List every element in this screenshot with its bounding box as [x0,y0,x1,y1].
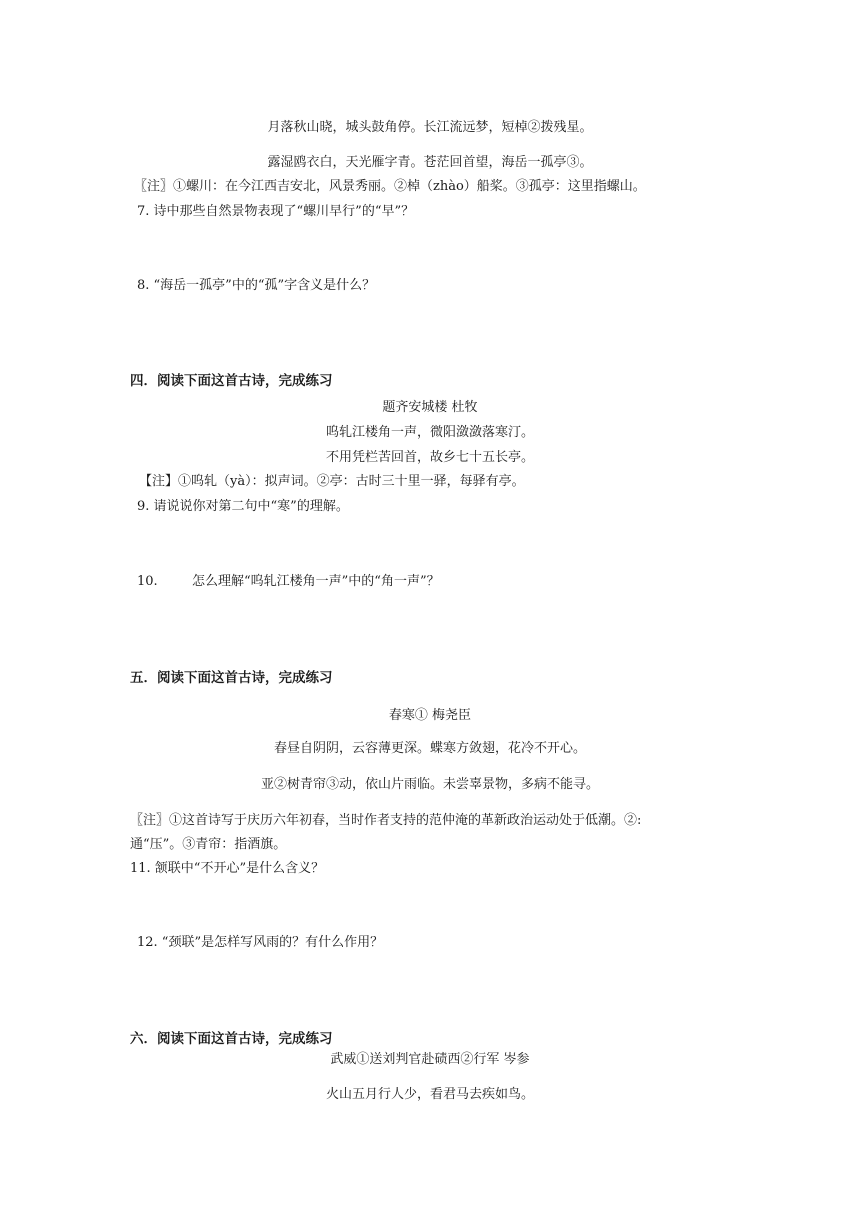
question-11: 11. 颔联中“不开心”是什么含义？ [130,861,325,876]
question-7: 7. 诗中那些自然景物表现了“螺川早行”的“早”？ [137,204,415,219]
section-4-poem-line-1: 呜轧江楼角一声，微阳潋潋落寒汀。 [325,425,534,440]
section-5-poem-line-1: 春昼自阴阴，云容薄更深。蝶寒方敛翅，花冷不开心。 [273,741,586,756]
question-10-number: 10. [137,574,158,589]
section-5-poem-line-2: 亚②树青帘③动，依山片雨临。未尝辜景物，多病不能寻。 [260,777,599,792]
section-5-note-line-1: 〖注〗①这首诗写于庆历六年初春，当时作者支持的范仲淹的革新政治运动处于低潮。②: [130,813,642,828]
question-10: 怎么理解“呜轧江楼角一声”中的“角一声”？ [192,574,440,589]
question-9: 9. 请说说你对第二句中“寒”的理解。 [137,499,349,514]
question-8: 8. “海岳一孤亭”中的“孤”字含义是什么？ [137,278,376,293]
section-6-poem-line-1: 火山五月行人少，看君马去疾如鸟。 [325,1087,534,1102]
poem1-note: 〖注〗①螺川：在今江西吉安北，风景秀丽。②棹（zhào）船桨。③孤亭：这里指螺山。 [134,179,646,194]
section-4-poem-title: 题齐安城楼 杜牧 [382,400,478,415]
section-4-heading: 四．阅读下面这首古诗，完成练习 [130,373,333,389]
section-5-note-line-2: 通“压”。③青帘：指酒旗。 [130,837,287,852]
section-4-note: 【注】①呜轧（yà）：拟声词。②亭：古时三十里一驿，每驿有亭。 [139,474,525,489]
section-6-heading: 六．阅读下面这首古诗，完成练习 [130,1031,333,1047]
question-12: 12. “颈联”是怎样写风雨的？有什么作用？ [137,935,384,950]
section-5-poem-title: 春寒① 梅尧臣 [388,708,472,723]
section-4-poem-line-2: 不用凭栏苦回首，故乡七十五长亭。 [325,450,534,465]
section-6-poem-title: 武威①送刘判官赴碛西②行军 岑参 [330,1052,530,1067]
poem1-line-2: 露湿鸥衣白，天光雁字青。苍茫回首望，海岳一孤亭③。 [267,155,593,170]
section-5-heading: 五．阅读下面这首古诗，完成练习 [130,670,333,686]
poem1-line-1: 月落秋山晓，城头鼓角停。长江流远梦，短棹②拨残星。 [267,120,593,135]
